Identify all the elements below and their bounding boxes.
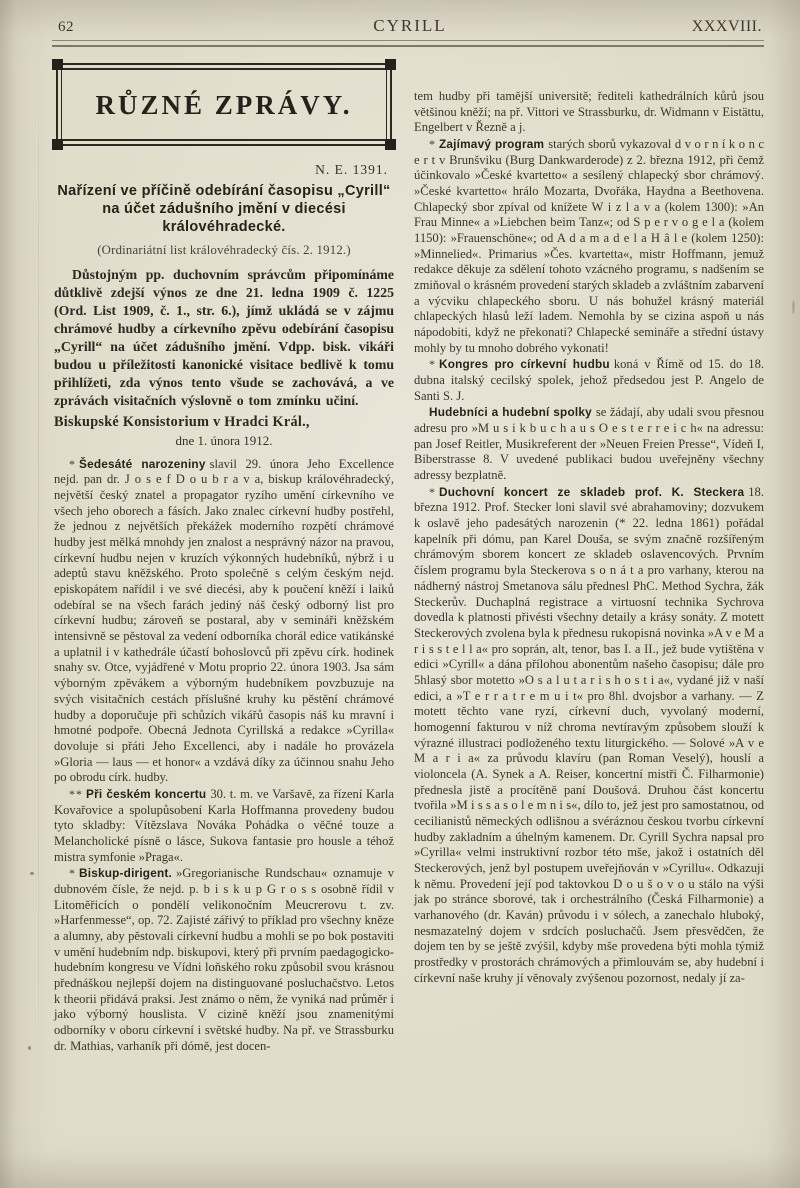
section-title: RŮZNÉ ZPRÁVY. (95, 90, 353, 120)
page-crease (38, 0, 39, 1188)
news-paragraph (54, 457, 394, 786)
paragraph-text: koná v Římě od 15. do 18. dubna italský cecilský spolek, jehož předsedou jest P. Angelo de Santi S. J. (414, 357, 765, 403)
news-paragraph (54, 866, 394, 1054)
corner-ornament (52, 59, 63, 70)
section-header-box (56, 63, 392, 146)
paragraph-text: »Gregorianische Rundschau« oznamuje v dubnovém čísle, že nejd. p. b i s k u p G r o s s osobně řídil v Litoměřicích o pondělí velikonočním Meucrerovu t. zv. »Harfenmesse“, op. 72. Zajisté zářivý to příklad pro všechny kněze a alumny, aby pěstovali církevní hudbu a mohli se po bok postaviti v umění hudebním ndp. biskupovi, který při prvním paedagogicko-hudebním kongresu ve Vídni loňského roku způsobil svou krásnou přednáškou nejlepší dojem na distinguované posluchačstvo. Letos k theorii přidává praksi. Jest známo o něm, že vyniká nad průměr i jako výborný houslista. V cizině kněží jsou znamenitými odborníky v oboru církevní i světské hudby. Na př. ve Strassburku dr. Mathias, varhaník při dómě, jest docen- (54, 866, 394, 1053)
page-number: 62 (58, 19, 74, 35)
news-paragraph (414, 357, 764, 404)
news-paragraph (54, 787, 394, 865)
text-columns (0, 47, 800, 1055)
left-column (54, 59, 394, 1055)
article-subheading: (Ordinariátní list královéhradecký čís. 2. 1912.) (97, 243, 351, 258)
ink-speck (792, 300, 795, 314)
running-header (0, 0, 800, 36)
paragraph-text: 30. t. m. ve Varšavě, za řízení Karla Kovařovice a spolupůsobení Karla Hoffmanna provedeny budou tyto skladby: Vítězslava Nováka Pohádka o věčné touze a Melancholické písně o lásce, Sukova fantasie pro housle a téhož mistra symfonie »Praga«. (54, 786, 394, 864)
volume-number: XXXVIII. (691, 18, 762, 35)
footnote-marker: * (429, 357, 436, 372)
article-heading: Nařízení ve příčině odebírání časopisu „Cyrill“ na účet zádušního jmění v diecési královéhradecké. (57, 183, 391, 236)
paragraph-lead: Duchovní koncert ze skladeb prof. K. Steckera (439, 484, 745, 499)
paragraph-lead: Kongres pro církevní hudbu (439, 357, 610, 372)
ink-speck (30, 872, 34, 875)
news-paragraph (414, 485, 764, 987)
section-box-inner (61, 68, 387, 141)
decree-paragraph: Důstojným pp. duchovním správcům připomínáme důtklivě zdejší výnos ze dne 21. ledna 1909 č. 1225 (Ord. List 1909, č. 1., str. 6.), jímž ukládá se v zájmu chrámové hudby a církevního zpěvu odebírání časopisu „Cyrill“ na účet zádušního jmění. Vdpp. bisk. vikáři budou u příležitosti kanonické visitace bedlivě k tomu přihlížeti, zda výnos tento všude se zachovává, a ve zprávách visitačních výslovně o tom zmínku učiní. (54, 267, 394, 408)
ink-speck (28, 1046, 31, 1050)
footnote-marker: * (69, 456, 76, 471)
footnote-marker: * (429, 484, 436, 499)
right-column (414, 59, 764, 1055)
paragraph-lead: Šedesáté narozeniny (79, 456, 206, 471)
corner-ornament (52, 139, 63, 150)
footnote-marker: ** (69, 786, 83, 801)
corner-ornament (385, 139, 396, 150)
footnote-marker: * (69, 866, 76, 881)
footnote-marker: * (429, 137, 436, 152)
corner-ornament (385, 59, 396, 70)
paragraph-lead: Biskup-dirigent. (79, 866, 172, 881)
signature-date: dne 1. února 1912. (175, 432, 273, 448)
paragraph-text: 18. března 1912. Prof. Stecker loni slavil své abrahamoviny; dozvukem k oslavě jeho padesátých narozenin (* 22. ledna 1861) pořádal kapelník při dómu, pan Karel Douša, se svým značně rozšířeným chrámovým sborem koncert ze skladeb oslavencových. Prvním číslem programu byla Steckerova s o n á t a pro varhany, kterou na nádherný nástroj Smetanova sálu přednesl PhC. Method Sychra, žák Steckerův. Duchaplná registrace a virtuosní technika Sychrova dovedla k platnosti přivésti všechny detaily a krásy sonáty. Z motett Steckerových zvolena byla k přednesu rukopisná novinka »A v e M a r i s s t e l l a« pro soprán, alt, tenor, bas I. a II., jež bude vytištěna v edici »Cyrill« a dána přílohou abonentům našeho časopisu; dále pro 5hlasý sbor motetto »O s a l u t a r i s h o s t i a«, vydané již v naší edici, a »T e r r a t r e m u i t« pro 8hl. dvojsbor a varhany. — Z motett těchto vane ryzí, církevní duch, vyvolaný moderní, homogenní fakturou v níž chroma nevtíravým způsobem slouží k výrazné illustraci podloženého textu liturgického. — Solové »A v e M a r i a« za průvodu klavíru (pan Roman Veselý), houslí a violoncela (A. Synek a A. Reiser, koncertní mistři Č. Filharmonie) přednesla jistě a procítěně paní Doušová. Druhou část koncertu tvořila »M i s s a s o l e m n i s«, dílo to, jež jest pro samostatnou, od cecilianistů německých odlišnou a svéráznou českou tvorbu církevní hudby zakladním a úhelným kamenem. Dr. Cyrill Sychra napsal pro »Cyrilla« velmi instruktivní rozbor této mše, jakož i ostatních děl Steckerových, jenž byl postupem uveřejňován v »Cyrillu«. Odkazuji k němu. Provedení její pod taktovkou D o u š o v o u stálo na výši jak po stránce sborové, tak i orchestrálního (Česká Filharmonie) a varhanového (dr. Kaván) průvodu i v sólech, a zanechalo hluboký, nesmazatelný dojem v srdcích posluchačů. Jsem přesvědčen, že dojem ten by se ještě zvýšil, kdyby mše provedena býti mohla týmiž prostředky v prostorách chrámových a přimlouvám se, aby hudební i církevní naše kruhy jí věnovaly zvýšenou pozornost, nedaly jí za- (414, 484, 764, 985)
signature-line: Biskupské Konsistorium v Hradci Král., (54, 413, 310, 430)
reference-number: N. E. 1391. (315, 162, 388, 177)
header-rule (52, 40, 764, 47)
journal-title: CYRILL (373, 16, 447, 35)
news-paragraph (414, 405, 764, 483)
paragraph-text: starých sborů vykazoval d v o r n í k o n c e r t v Brunšviku (Burg Dankwarderode) z 2. března 1912, při čemž účinkovalo »České kvartetto« a sesílený chlapecký sbor chrámový. »České kvartetto« hrálo Mozarta, Dvořáka, Haydna a Beethovena. Chlapecký sbor zpíval od knížete W i z l a v a (kolem 1300): »An Frau Minne« a »Liebchen beim Tanz«; od S p e r v o g e l a (kolem 1150): »Frauenschöne«; od A d a m a d e l a H â l e (kolem 1250): »Minnelied«. Primarius »Čes. kvartetta«, mistr Hoffmann, jemuž redakce děkuje za sdělení tohoto vzácného programu, s nadšením se zmiňoval o krásném provedení starých skladeb a zvláštním zabarvení a výcviku chlapeckého sboru. U nás bohužel krásný materiál chlapeckých hlasů leží ladem. Nemohla by se cizina aspoň u nás nápodobiti, když ne překonati? Chlapecké semináře a střední ústavy mohly by tu mnoho dobrého vykonati! (414, 137, 764, 355)
paragraph-text: slavil 29. února Jeho Excellence nejd. pan dr. J o s e f D o u b r a v a, biskup královéhradecký, největší český znatel a propagator ryzího umění církevního ve všech jeho oborech a fásích. Jako znalec církevní hudby postřehl, že jednou z největších překážek moderního rozpětí chrámové hudby jest mělká mnohdy jen znalost a nesprávný názor na pravou, církevní hudbu nejen v kruzích výkonných hudebníků, nýbrž i u adeptů stavu kněžského. Proto společně s celým českým nejd. episkopátem nařídil i ve své diecési, aby k poučení kněží i laiků odebíral se na všech farách jediný náš český odborný list pro církevní hudbu; zároveň se postaral, aby v semináři kněžském intensivně se pěstoval za vedení odborníka chorál edice vatikánské a uplatnil i v kathedrále účastí bohoslovců při zpěvu círk. hodinek snahy sv. Otce, vyjádřené v Motu proprio 22. února 1903. Jsa sám výborným zpěvákem a výborným hudebníkem povzbuzuje na svých visitačních cestách příslušné kruhy ku pěstění chrámové hudby a doporučuje při schůzích vikářů časopis náš ku mravní i hmotné podpoře. Obecná Jednota Cyrillská a redakce »Cyrilla« dovoluje si přáti Jeho Excellenci, aby i nadále ho provázela »Gloria — laus — et honor« a vzdává díky za účinnou snahu Jeho po obrodu círk. hudby. (54, 456, 394, 785)
paragraph-lead: Hudebníci a hudební spolky (429, 405, 592, 420)
paragraph-text: se žádají, aby udali svou přesnou adresu pro »M u s i k b u c h a u s O e s t e r r e i c h« na adressu: pan Josef Reitler, Musikreferent der »Neuen Freien Presse“, Vídeň I, Biberstrasse 8. V uvedené publikaci budou uveřejněny všechny adressy bezplatně. (414, 405, 764, 483)
news-paragraph (414, 137, 764, 356)
continuation-paragraph: tem hudby při tamější universitě; řediteli kathedrálních kůrů jsou většinou kněží; na př. Vittori ve Strassburku, dr. Widmann v Eistättu, Engelbert v Řezně a j. (414, 89, 764, 135)
paragraph-lead: Zajímavý program (439, 137, 545, 152)
paragraph-lead: Při českém koncertu (86, 786, 207, 801)
